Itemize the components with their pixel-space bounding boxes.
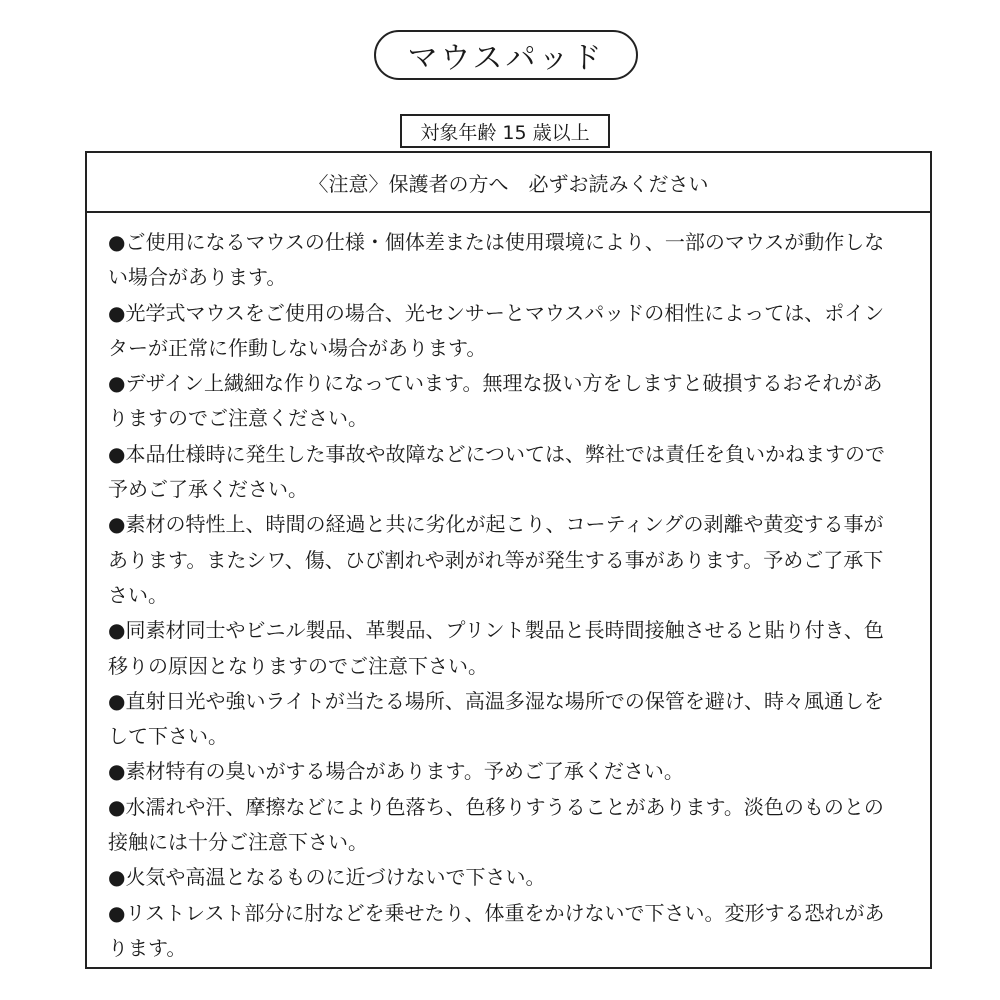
product-title: マウスパッド — [374, 30, 638, 80]
notice-list — [87, 213, 930, 966]
notice-item: ●光学式マウスをご使用の場合、光センサーとマウスパッドの相性によっては、ポインターが正常に作動しない場合があります。 — [108, 300, 885, 360]
notice-item: ●デザイン上繊細な作りになっています。無理な扱い方をしますと破損するおそれがありますのでご注意ください。 — [108, 371, 883, 431]
notice-item: ●水濡れや汗、摩擦などにより色落ち、色移りすうることがあります。淡色のものとの接触には十分ご注意下さい。 — [108, 794, 884, 855]
notice-item: ●直射日光や強いライトが当たる場所、高温多湿な場所での保管を避け、時々風通しをして下さい。 — [108, 688, 885, 749]
notice-item: ●火気や高温となるものに近づけないで下さい。 — [108, 865, 546, 890]
notice-item: ●素材の特性上、時間の経過と共に劣化が起こり、コーティングの剥離や黄変する事があります。またシワ、傷、ひび割れや剥がれ等が発生する事があります。予めご了承下さい。 — [108, 512, 884, 607]
notice-box — [85, 151, 932, 969]
notice-item: ●素材特有の臭いがする場合があります。予めご了承ください。 — [108, 759, 684, 784]
notice-header: 〈注意〉保護者の方へ 必ずお読みください — [87, 153, 930, 213]
notice-item: ●リストレスト部分に肘などを乗せたり、体重をかけないで下さい。変形する恐れがあります。 — [108, 900, 885, 960]
age-label: 対象年齢 15 歳以上 — [400, 114, 610, 148]
notice-item: ●本品仕様時に発生した事故や故障などについては、弊社では責任を負いかねますので予めご了承ください。 — [108, 441, 886, 502]
notice-item: ●同素材同士やビニル製品、革製品、プリント製品と長時間接触させると貼り付き、色移りの原因となりますのでご注意下さい。 — [108, 618, 884, 678]
notice-item: ●ご使用になるマウスの仕様・個体差または使用環境により、一部のマウスが動作しない場合があります。 — [108, 230, 885, 290]
